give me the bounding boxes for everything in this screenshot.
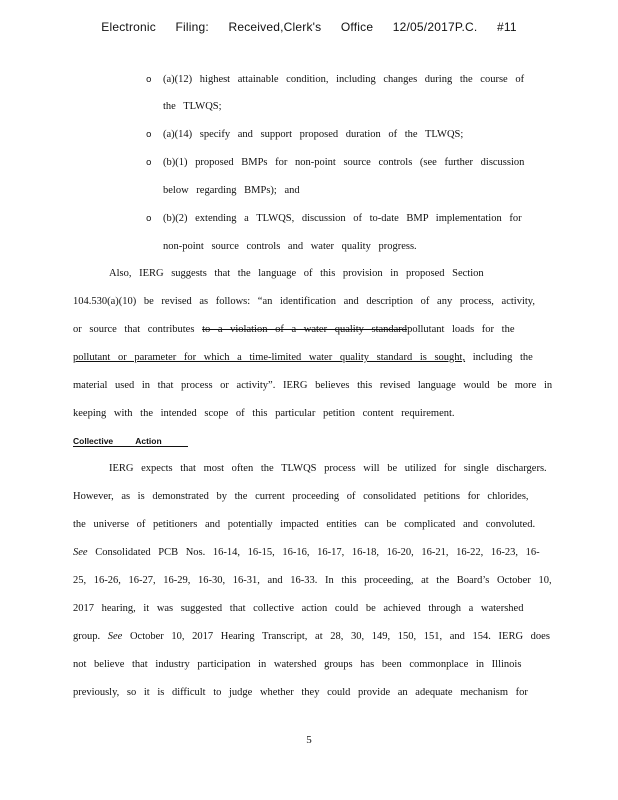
bullet-line: (a)(14) specify and support proposed duration of the TLWQS;	[163, 129, 464, 140]
bullet-marker: o	[146, 214, 152, 224]
header-number: #11	[496, 20, 517, 34]
header-filing: Filing:	[175, 20, 209, 34]
text-line	[73, 324, 515, 335]
bullet-line: (a)(12) highest attainable condition, including changes during the course of	[163, 74, 525, 85]
text-line: 2017 hearing, it was suggested that collective action could be achieved through a watershed	[73, 603, 524, 614]
text-line: previously, so it is difficult to judge whether they could provide an adequate mechanism for	[73, 687, 528, 698]
underlined-text: pollutant or parameter for which a time-limited water quality standard is sought,	[73, 352, 466, 363]
citation-signal: See	[73, 547, 88, 558]
bullet-line: below regarding BMPs); and	[163, 185, 300, 196]
text-line	[73, 631, 550, 642]
text-line: 104.530(a)(10) be revised as follows: “an identification and description of any process, activity,	[73, 296, 535, 307]
header-electronic: Electronic	[101, 20, 156, 34]
citation-signal: See	[107, 631, 123, 642]
text-line: the universe of petitioners and potentially impacted entities can be complicated and convoluted.	[73, 519, 536, 530]
bullet-line: non-point source controls and water quality progress.	[163, 241, 417, 252]
text-line: material used in that process or activity”. IERG believes this revised language would be more in	[73, 380, 553, 391]
text-line: keeping with the intended scope of this particular petition content requirement.	[73, 408, 455, 419]
text-segment: including the	[472, 352, 533, 363]
filing-header	[0, 20, 618, 34]
bullet-marker: o	[146, 158, 152, 168]
text-line: Also, IERG suggests that the language of this provision in proposed Section	[109, 268, 484, 279]
text-segment: or source that contributes	[73, 324, 195, 335]
text-segment: pollutant loads for the	[407, 324, 515, 335]
text-line: not believe that industry participation in watershed groups has been commonplace in Illinois	[73, 659, 522, 670]
bullet-line: (b)(2) extending a TLWQS, discussion of to-date BMP implementation for	[163, 213, 522, 224]
bullet-marker: o	[146, 75, 152, 85]
struck-text: to a violation of a water quality standard	[202, 324, 408, 335]
text-line: However, as is demonstrated by the current proceeding of consolidated petitions for chlorides,	[73, 491, 529, 502]
page-number: 5	[306, 734, 312, 746]
text-segment: group.	[73, 631, 101, 642]
text-segment: Consolidated PCB Nos. 16-14, 16-15, 16-16, 16-17, 16-18, 16-20, 16-21, 16-22, 16-23, 16-	[95, 547, 540, 558]
text-line	[73, 352, 533, 363]
section-heading: Collective Action	[73, 436, 188, 447]
text-segment: October 10, 2017 Hearing Transcript, at 28, 30, 149, 150, 151, and 154. IERG does	[129, 631, 550, 642]
text-line: 25, 16-26, 16-27, 16-29, 16-30, 16-31, and 16-33. In this proceeding, at the Board’s October 10,	[73, 575, 552, 586]
bullet-line: (b)(1) proposed BMPs for non-point source controls (see further discussion	[163, 157, 525, 168]
text-line	[73, 547, 540, 558]
bullet-line: the TLWQS;	[163, 101, 222, 112]
header-received: Received,Clerk's	[228, 20, 322, 34]
header-office: Office	[340, 20, 374, 34]
text-line: IERG expects that most often the TLWQS process will be utilized for single dischargers.	[109, 463, 547, 474]
bullet-marker: o	[146, 130, 152, 140]
header-date: 12/05/2017P.C.	[392, 20, 478, 34]
